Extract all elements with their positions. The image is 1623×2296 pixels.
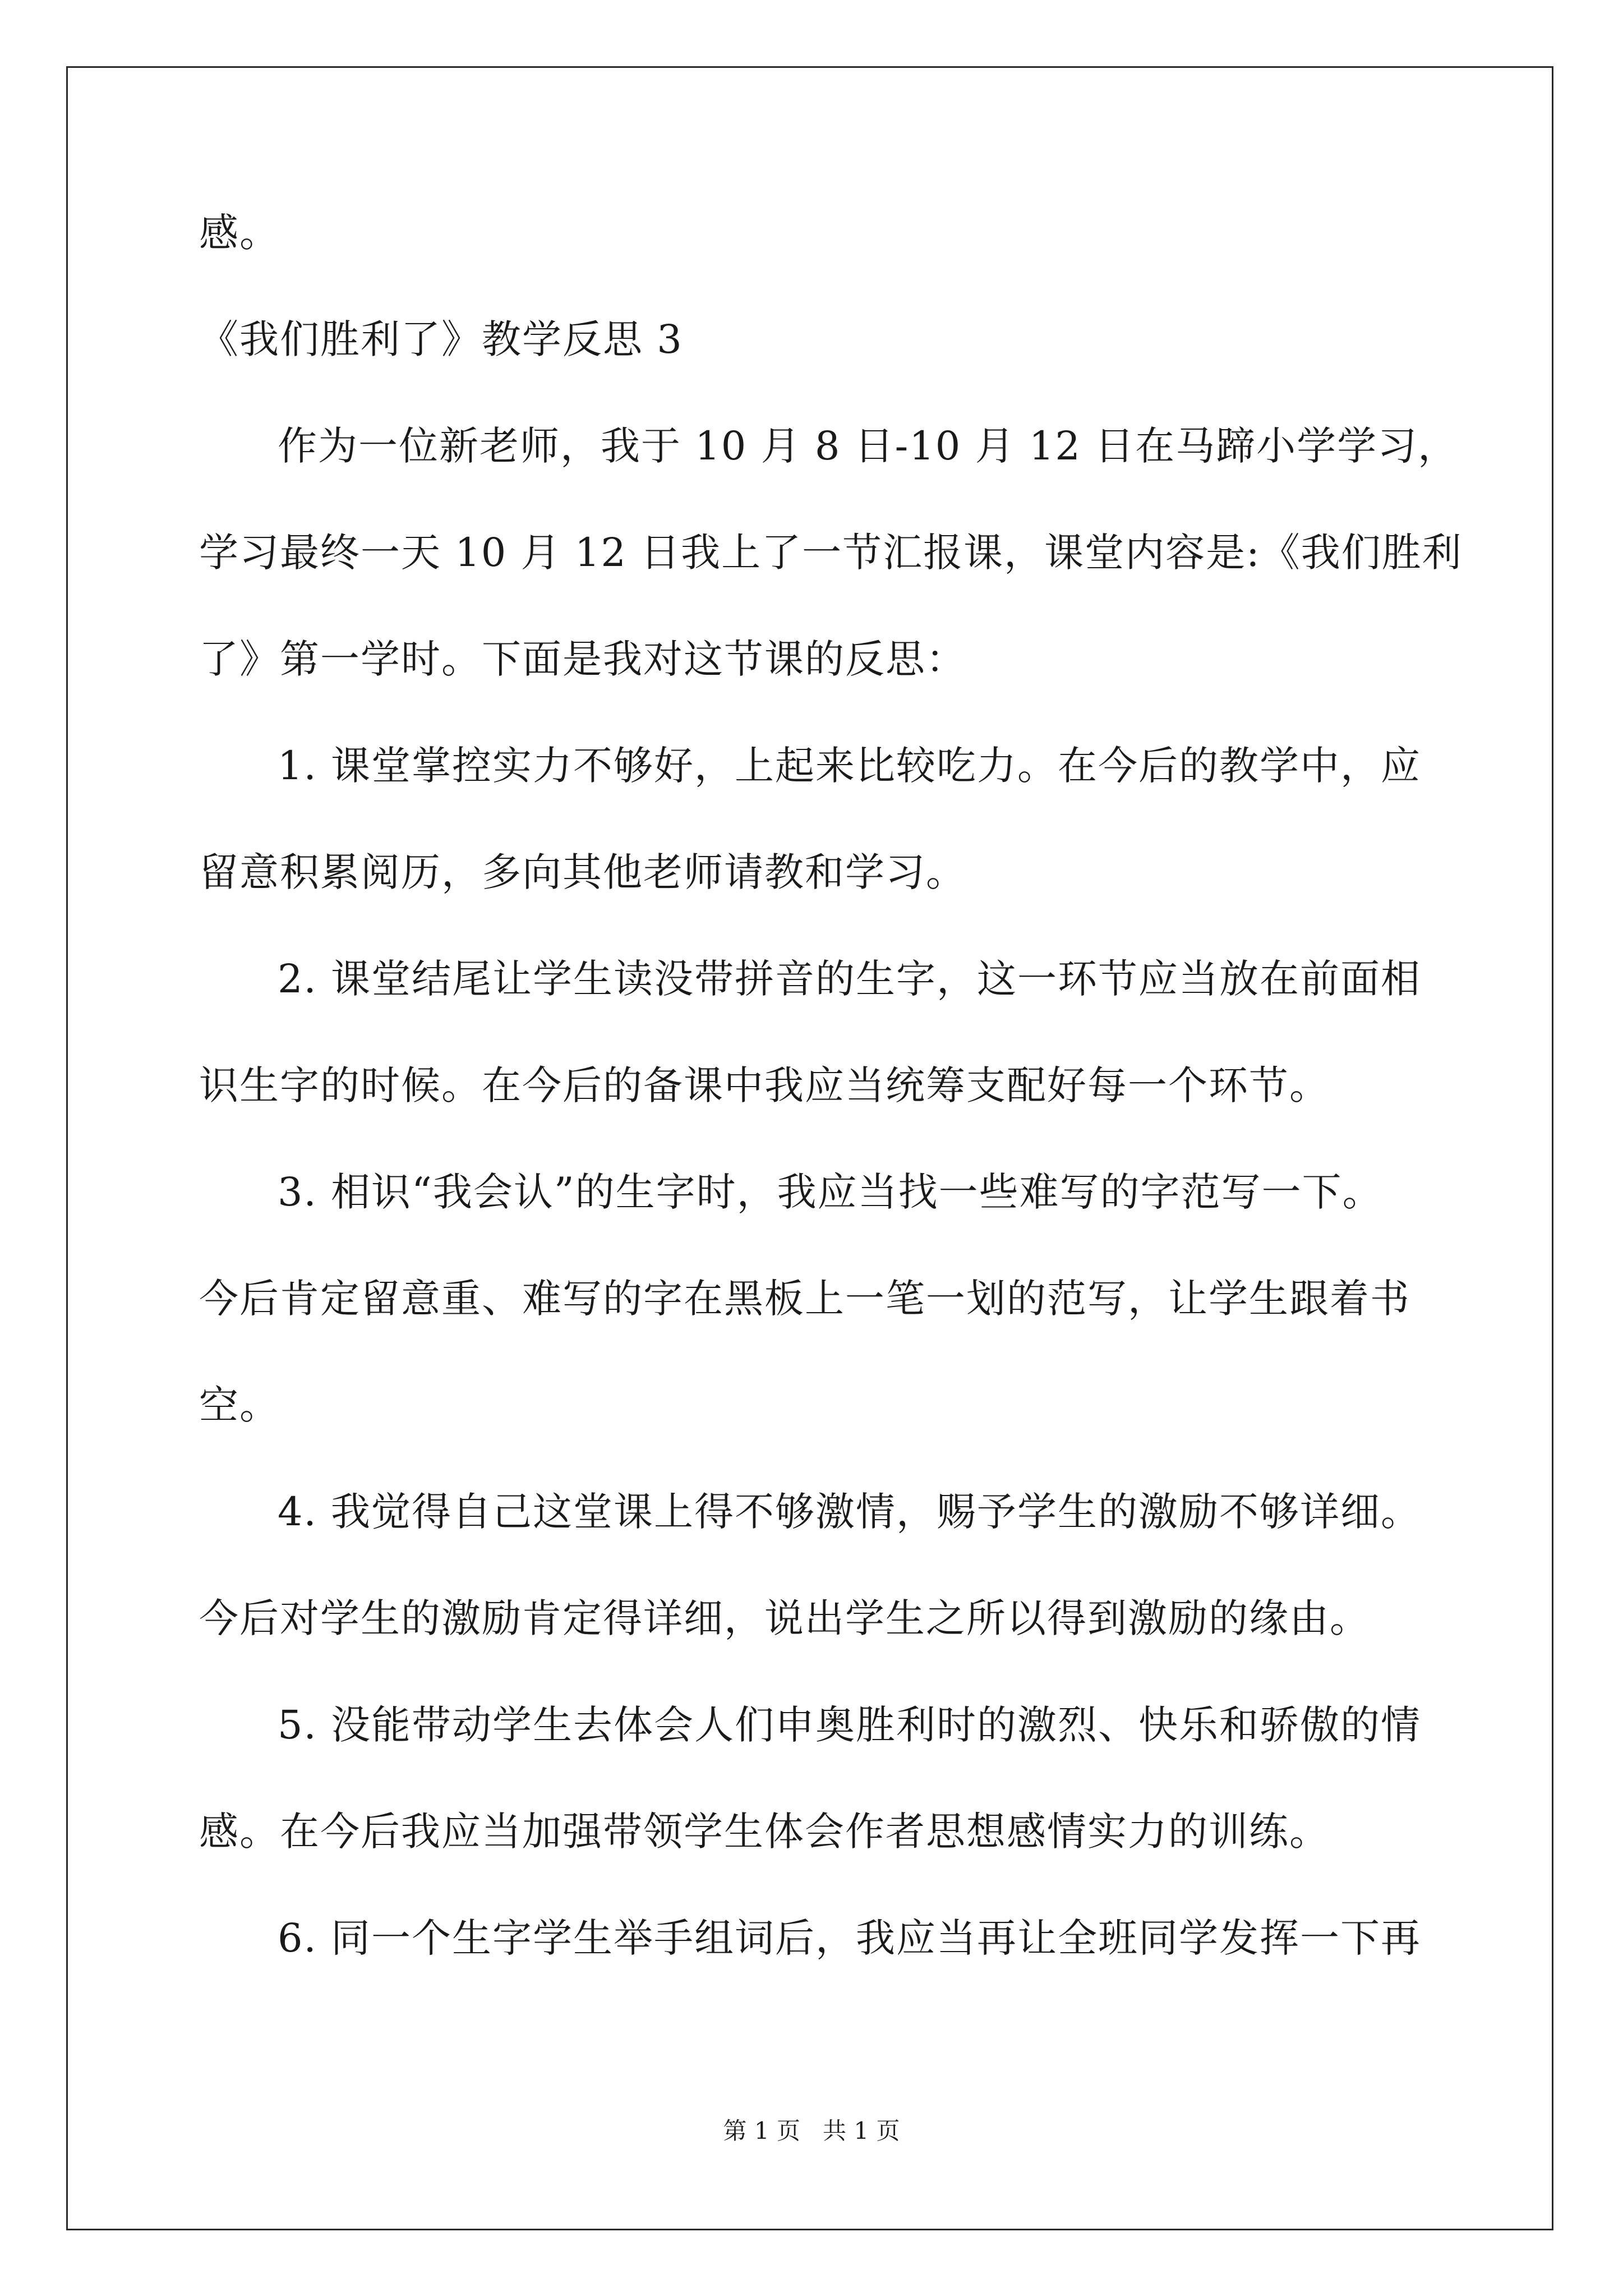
text-line: 今后肯定留意重、难写的字在黑板上一笔一划的范写，让学生跟着书 <box>199 1276 1410 1322</box>
text-line: 了》第一学时。下面是我对这节课的反思： <box>199 636 966 682</box>
section-heading: 《我们胜利了》教学反思 3 <box>199 316 683 362</box>
text-line: 学习最终一天 10 月 12 日我上了一节汇报课，课堂内容是:《我们胜利 <box>199 530 1463 576</box>
list-item: 2. 课堂结尾让学生读没带拼音的生字，这一环节应当放在前面相 <box>278 956 1422 1002</box>
text-line: 感。在今后我应当加强带领学生体会作者思想感情实力的训练。 <box>199 1809 1330 1855</box>
text-line: 留意积累阅历，多向其他老师请教和学习。 <box>199 849 966 895</box>
document-body <box>199 210 1463 2025</box>
text-line: 空。 <box>199 1382 280 1428</box>
text-line: 感。 <box>199 210 280 256</box>
list-item: 3. 相识“我会认”的生字时，我应当找一些难写的字范写一下。 <box>278 1169 1383 1215</box>
list-item: 5. 没能带动学生去体会人们申奥胜利时的激烈、快乐和骄傲的情 <box>278 1702 1422 1748</box>
text-line: 作为一位新老师，我于 10 月 8 日-10 月 12 日在马蹄小学学习， <box>278 423 1459 469</box>
list-item: 6. 同一个生字学生举手组词后，我应当再让全班同学发挥一下再 <box>278 1915 1422 1961</box>
text-line: 识生字的时候。在今后的备课中我应当统筹支配好每一个环节。 <box>199 1062 1330 1108</box>
page-footer: 第 1 页 共 1 页 <box>723 2117 900 2145</box>
text-line: 今后对学生的激励肯定得详细，说出学生之所以得到激励的缘由。 <box>199 1595 1370 1641</box>
list-item: 4. 我觉得自己这堂课上得不够激情，赐予学生的激励不够详细。 <box>278 1489 1422 1535</box>
list-item: 1. 课堂掌控实力不够好，上起来比较吃力。在今后的教学中，应 <box>278 743 1422 789</box>
